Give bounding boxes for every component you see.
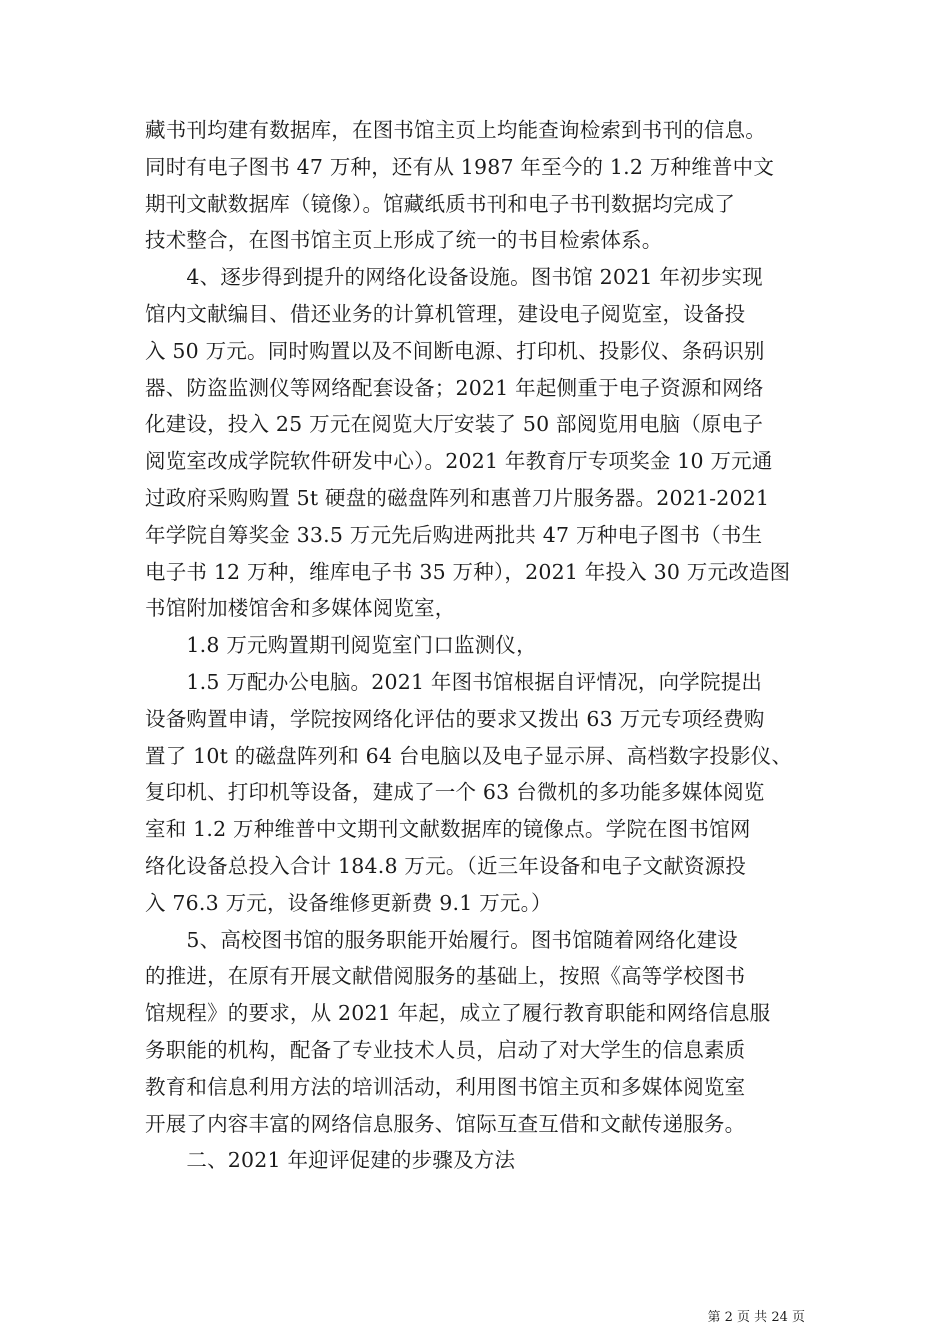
section-heading: 二、2021 年迎评促建的步骤及方法 <box>145 1148 516 1173</box>
text-line: 1.5 万配办公电脑。2021 年图书馆根据自评情况，向学院提出 <box>145 669 763 694</box>
page-number: 第 2 页 共 24 页 <box>707 1310 805 1325</box>
text-line: 务职能的机构，配备了专业技术人员，启动了对大学生的信息素质 <box>145 1037 746 1062</box>
text-line: 化建设，投入 25 万元在阅览大厅安装了 50 部阅览用电脑（原电子 <box>145 412 764 437</box>
text-line: 教育和信息利用方法的培训活动，利用图书馆主页和多媒体阅览室 <box>145 1074 746 1099</box>
paragraph-heading-4: 4、逐步得到提升的网络化设备设施。图书馆 2021 年初步实现 <box>145 265 763 290</box>
text-line: 设备购置申请，学院按网络化评估的要求又拨出 63 万元专项经费购 <box>145 706 765 731</box>
text-line: 复印机、打印机等设备，建成了一个 63 台微机的多功能多媒体阅览 <box>145 780 765 805</box>
text-line: 期刊文献数据库（镜像）。馆藏纸质书刊和电子书刊数据均完成了 <box>145 191 736 216</box>
text-line: 络化设备总投入合计 184.8 万元。（近三年设备和电子文献资源投 <box>145 853 747 878</box>
text-line: 书馆附加楼馆舍和多媒体阅览室， <box>145 596 456 621</box>
text-line: 入 50 万元。同时购置以及不间断电源、打印机、投影仪、条码识别 <box>145 338 765 363</box>
text-line: 1.8 万元购置期刊阅览室门口监测仪， <box>145 633 537 658</box>
text-line: 同时有电子图书 47 万种，还有从 1987 年至今的 1.2 万种维普中文 <box>145 154 775 179</box>
body-text <box>145 112 825 1179</box>
text-line: 的推进，在原有开展文献借阅服务的基础上，按照《高等学校图书 <box>145 964 746 989</box>
text-line: 开展了内容丰富的网络信息服务、馆际互查互借和文献传递服务。 <box>145 1111 746 1136</box>
text-line: 技术整合，在图书馆主页上形成了统一的书目检索体系。 <box>145 228 663 253</box>
text-line: 阅览室改成学院软件研发中心）。2021 年教育厅专项奖金 10 万元通 <box>145 449 773 474</box>
text-line: 年学院自筹奖金 33.5 万元先后购进两批共 47 万种电子图书（书生 <box>145 522 763 547</box>
text-line: 馆规程》的要求，从 2021 年起，成立了履行教育职能和网络信息服 <box>145 1001 771 1026</box>
text-line: 入 76.3 万元，设备维修更新费 9.1 万元。） <box>145 890 552 915</box>
text-line: 藏书刊均建有数据库，在图书馆主页上均能查询检索到书刊的信息。 <box>145 118 766 142</box>
text-line: 器、防盗监测仪等网络配套设备；2021 年起侧重于电子资源和网络 <box>145 375 764 400</box>
text-line: 过政府采购购置 5t 硬盘的磁盘阵列和惠普刀片服务器。2021-2021 <box>145 485 770 510</box>
text-line: 电子书 12 万种，维库电子书 35 万种），2021 年投入 30 万元改造图 <box>145 559 791 584</box>
paragraph-heading-5: 5、高校图书馆的服务职能开始履行。图书馆随着网络化建设 <box>145 927 738 952</box>
text-line: 室和 1.2 万种维普中文期刊文献数据库的镜像点。学院在图书馆网 <box>145 817 751 842</box>
text-line: 置了 10t 的磁盘阵列和 64 台电脑以及电子显示屏、高档数字投影仪、 <box>145 743 793 768</box>
text-line: 馆内文献编目、借还业务的计算机管理，建设电子阅览室，设备投 <box>145 301 746 326</box>
